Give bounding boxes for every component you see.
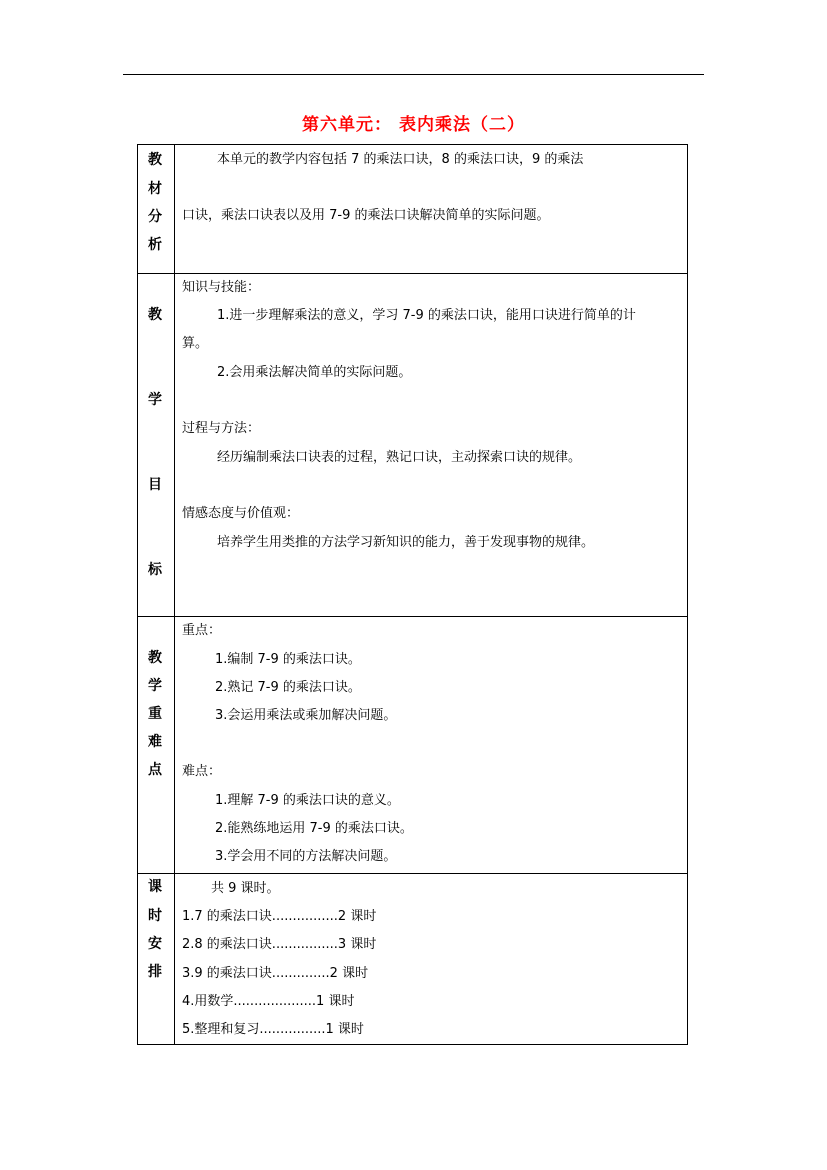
knowledge-item-1-cont: 算。: [182, 336, 209, 351]
attitude-heading: 情感态度与价值观：: [182, 506, 300, 521]
schedule-label: 课 时 安 排: [138, 874, 175, 1045]
knowledge-heading: 知识与技能：: [182, 280, 261, 295]
knowledge-item-1: 1.进一步理解乘法的意义，学习 7-9 的乘法口诀，能用口诀进行简单的计: [217, 308, 636, 323]
material-row: [138, 145, 688, 274]
header-rule: [123, 74, 704, 75]
lesson-plan-table: [137, 144, 688, 1045]
schedule-item: 3.9 的乘法口诀..............2 课时: [182, 966, 369, 981]
difficult-item-3: 3.学会用不同的方法解决问题。: [215, 849, 397, 864]
schedule-item: 4.用数学....................1 课时: [182, 994, 355, 1009]
process-text: 经历编制乘法口诀表的过程，熟记口诀，主动探索口诀的规律。: [217, 450, 582, 465]
goals-label: 教 学 目 标: [138, 274, 175, 617]
goals-row: [138, 274, 688, 617]
difficult-item-1: 1.理解 7-9 的乘法口诀的意义。: [215, 793, 400, 808]
schedule-item: 5.整理和复习................1 课时: [182, 1022, 364, 1037]
key-item-3: 3.会运用乘法或乘加解决问题。: [215, 708, 397, 723]
keypoints-content: [175, 617, 688, 874]
knowledge-item-2: 2.会用乘法解决简单的实际问题。: [217, 365, 412, 380]
material-content: [175, 145, 688, 274]
key-heading: 重点：: [182, 623, 222, 638]
key-item-1: 1.编制 7-9 的乘法口诀。: [215, 652, 361, 667]
material-label: 教 材 分 析: [138, 145, 175, 274]
schedule-item: 2.8 的乘法口诀................3 课时: [182, 937, 377, 952]
material-line-1: 本单元的教学内容包括 7 的乘法口诀，8 的乘法口诀，9 的乘法: [217, 152, 584, 167]
page-title: 第六单元： 表内乘法（二）: [302, 115, 525, 135]
schedule-row: [138, 874, 688, 1045]
schedule-content: [175, 874, 688, 1045]
keypoints-row: [138, 617, 688, 874]
difficult-heading: 难点：: [182, 764, 222, 779]
schedule-item: 1.7 的乘法口诀................2 课时: [182, 909, 377, 924]
goals-content: [175, 274, 688, 617]
attitude-text: 培养学生用类推的方法学习新知识的能力，善于发现事物的规律。: [217, 535, 595, 550]
material-line-2: 口诀，乘法口诀表以及用 7-9 的乘法口诀解决简单的实际问题。: [182, 208, 550, 223]
keypoints-label: 教 学 重 难 点: [138, 617, 175, 874]
schedule-total: 共 9 课时。: [211, 881, 280, 896]
process-heading: 过程与方法：: [182, 421, 261, 436]
key-item-2: 2.熟记 7-9 的乘法口诀。: [215, 680, 361, 695]
difficult-item-2: 2.能熟练地运用 7-9 的乘法口诀。: [215, 821, 413, 836]
